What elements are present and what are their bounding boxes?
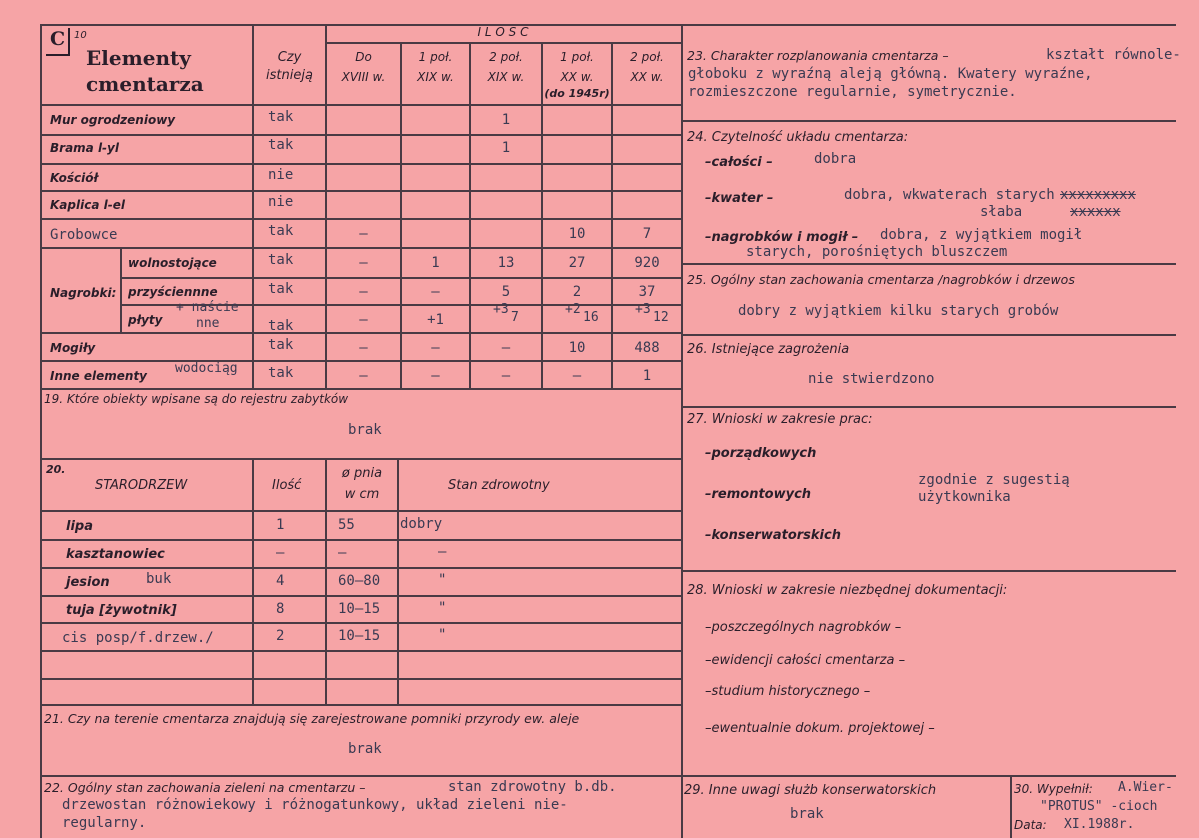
period-header-line-2: XX w. xyxy=(630,70,664,84)
title-line-1: Elementy xyxy=(86,46,191,70)
col-czy-2: istnieją xyxy=(266,68,313,83)
element-count: – xyxy=(359,284,368,300)
s22-value-1: stan zdrowotny b.db. xyxy=(448,779,617,795)
s24-top xyxy=(681,120,1176,122)
row-line xyxy=(40,218,681,220)
element-count: – xyxy=(359,255,368,271)
element-count: – xyxy=(431,340,440,356)
element-label: Mogiły xyxy=(50,341,96,355)
s25-value: dobry z wyjątkiem kilku starych grobów xyxy=(738,303,1059,319)
s20-row-line xyxy=(40,567,681,569)
tree-name: lipa xyxy=(66,519,93,534)
s27-item: –konserwatorskich xyxy=(705,528,841,543)
period-header-line-1: Do xyxy=(355,50,372,64)
element-count: 1 xyxy=(501,112,511,128)
element-count: 7 xyxy=(642,226,652,242)
element-count: +3 xyxy=(635,302,651,317)
element-count: 920 xyxy=(634,255,660,271)
element-count: 16 xyxy=(583,310,599,325)
s28-item: –ewentualnie dokum. projektowej – xyxy=(705,721,935,736)
s27-item: –remontowych xyxy=(705,487,812,502)
period-header-line-1: 2 poł. xyxy=(489,50,523,64)
s29-top xyxy=(681,775,1176,777)
element-exists: tak xyxy=(268,223,294,239)
s27-value-2: użytkownika xyxy=(918,489,1011,505)
s24-kwater-label: –kwater – xyxy=(705,191,774,206)
tree-diameter: 10–15 xyxy=(338,628,381,644)
ilosc-header: I L O S C xyxy=(477,25,529,39)
col-line xyxy=(469,42,471,388)
period-header-line-3: (do 1945r) xyxy=(544,87,610,100)
s20-header-ilosc: Ilość xyxy=(272,478,302,493)
element-count: 2 xyxy=(572,284,582,300)
element-count: +3 xyxy=(493,302,509,317)
s28-label: 28. Wnioski w zakresie niezbędnej dokumentacji: xyxy=(687,583,1008,598)
s20-row-line xyxy=(40,678,681,680)
tree-diameter: 55 xyxy=(338,517,355,533)
element-count: +1 xyxy=(427,312,444,328)
nagrobki-label: Nagrobki: xyxy=(50,286,117,300)
s23-label: 23. Charakter rozplanowania cmentarza – xyxy=(687,48,949,63)
col-line xyxy=(400,42,402,388)
element-exists: tak xyxy=(268,109,294,125)
s24-nagrobkow-value-1: dobra, z wyjątkiem mogił xyxy=(880,227,1083,243)
s20-header-name: STARODRZEW xyxy=(95,478,188,493)
s24-kwater-struck-2: xxxxxx xyxy=(1070,204,1121,220)
element-label: Mur ogrodzeniowy xyxy=(50,113,176,127)
s24-label: 24. Czytelność układu cmentarza: xyxy=(687,130,909,145)
s30-org: "PROTUS" -cioch xyxy=(1040,799,1158,814)
tree-health: " xyxy=(438,600,447,616)
element-note: + naście xyxy=(176,300,239,315)
row-line xyxy=(40,360,681,362)
element-exists: tak xyxy=(268,281,294,297)
s21-value: brak xyxy=(348,741,382,757)
row-line xyxy=(40,190,681,192)
element-label: przyściennne xyxy=(128,285,218,299)
element-exists: tak xyxy=(268,365,294,381)
tree-name: cis posp/f.drzew./ xyxy=(62,630,214,646)
tree-name-correction: buk xyxy=(146,571,172,587)
element-exists: nie xyxy=(268,194,294,210)
center-divider xyxy=(681,24,683,838)
element-label: Kościół xyxy=(50,171,98,185)
element-count: 1 xyxy=(431,255,440,271)
col-czy-1: Czy xyxy=(277,50,302,65)
s27-value-1: zgodnie z sugestią xyxy=(918,472,1070,488)
s27-label: 27. Wnioski w zakresie prac: xyxy=(687,412,873,427)
s22-top xyxy=(40,775,681,777)
s20-header-stan: Stan zdrowotny xyxy=(448,478,550,493)
element-note: nne xyxy=(196,316,220,331)
element-count: 37 xyxy=(638,284,656,300)
tree-health: " xyxy=(438,572,447,588)
s26-top xyxy=(681,334,1176,336)
s26-value: nie stwierdzono xyxy=(808,371,935,387)
element-count: – xyxy=(501,340,511,356)
tree-health: – xyxy=(438,544,447,560)
row-line xyxy=(40,247,681,249)
s30-label: 30. Wypełnił: xyxy=(1014,782,1093,796)
element-count: – xyxy=(359,368,368,384)
tree-count: 8 xyxy=(276,601,285,617)
element-label: płyty xyxy=(128,313,163,327)
s21-label: 21. Czy na terenie cmentarza znajdują się zarejestrowane pomniki przyrody ew. aleje xyxy=(44,711,580,726)
element-exists: tak xyxy=(268,137,294,153)
element-count: – xyxy=(501,368,511,384)
s19-value: brak xyxy=(348,422,382,438)
element-count: +2 xyxy=(565,302,581,317)
tree-diameter: 10–15 xyxy=(338,601,381,617)
s20-col-line xyxy=(252,458,254,704)
s27-item: –porządkowych xyxy=(705,446,817,461)
s24-nagrobkow-value-2: starych, porośniętych bluszczem xyxy=(746,244,1008,260)
s25-label: 25. Ogólny stan zachowania cmentarza /nagrobków i drzewos xyxy=(687,272,1075,287)
s22-value-3: regularny. xyxy=(62,815,147,831)
s23-value-2: głoboku z wyraźną aleją główną. Kwatery wyraźne, xyxy=(688,66,1093,82)
tree-health: dobry xyxy=(400,516,443,532)
tree-count: 1 xyxy=(276,517,285,533)
tree-name: tuja [żywotnik] xyxy=(66,603,177,618)
tree-health: " xyxy=(438,627,447,643)
s22-label: 22. Ogólny stan zachowania zieleni na cmentarzu – xyxy=(44,780,366,795)
s23-value-3: rozmieszczone regularnie, symetrycznie. xyxy=(688,84,1017,100)
tree-count: 4 xyxy=(276,573,285,589)
element-count: 27 xyxy=(568,255,586,271)
element-count: 10 xyxy=(568,226,586,242)
s20-header-pnia-2: w cm xyxy=(344,487,380,502)
s30-name: A.Wier- xyxy=(1118,780,1173,795)
element-note: wodociąg xyxy=(175,361,238,376)
s19-label: 19. Które obiekty wpisane są do rejestru zabytków xyxy=(44,392,349,406)
s20-row-line xyxy=(40,595,681,597)
s24-calosci-value: dobra xyxy=(814,151,857,167)
left-border xyxy=(40,24,42,838)
tree-name: jesion xyxy=(66,575,110,590)
card-number: 10 xyxy=(74,30,87,41)
s28-item: –ewidencji całości cmentarza – xyxy=(705,653,906,668)
period-header-line-2: XIX w. xyxy=(487,70,525,84)
element-exists: tak xyxy=(268,252,294,268)
s20-col-line xyxy=(397,458,399,704)
s20-header-bottom xyxy=(40,510,681,512)
row-line xyxy=(40,388,681,390)
element-label: Grobowce xyxy=(50,227,118,243)
s29-value: brak xyxy=(790,806,824,822)
element-count: 5 xyxy=(501,284,511,300)
s20-no: 20. xyxy=(46,463,66,476)
s20-top xyxy=(40,458,681,460)
s26-label: 26. Istniejące zagrożenia xyxy=(687,342,850,357)
s24-nagrobkow-label: –nagrobków i mogił – xyxy=(705,230,859,245)
s27-top xyxy=(681,406,1176,408)
s20-header-pnia-1: ø pnia xyxy=(341,466,383,481)
s28-item: –studium historycznego – xyxy=(705,684,871,699)
s28-item: –poszczególnych nagrobków – xyxy=(705,620,902,635)
row-line xyxy=(40,134,681,136)
nagrobki-divider xyxy=(120,247,122,332)
s24-kwater-value: dobra, wkwaterach starych xyxy=(844,187,1055,203)
title-line-2: cmentarza xyxy=(86,72,204,96)
s20-bottom xyxy=(40,704,681,706)
s24-kwater-struck-1: xxxxxxxxx xyxy=(1060,187,1136,203)
card-letter: C xyxy=(50,28,66,50)
s28-top xyxy=(681,570,1176,572)
s24-calosci-label: –całości – xyxy=(705,155,773,170)
s22-value-2: drzewostan różnowiekowy i różnogatunkowy, układ zieleni nie- xyxy=(62,797,568,813)
element-exists: nie xyxy=(268,167,294,183)
col-line xyxy=(611,42,613,388)
element-count: 7 xyxy=(511,310,519,325)
row-line xyxy=(40,163,681,165)
header-line xyxy=(40,104,681,106)
s29-label: 29. Inne uwagi służb konserwatorskich xyxy=(684,783,937,798)
s30-data-label: Data: xyxy=(1014,818,1047,832)
s23-value-1: kształt równole- xyxy=(1046,47,1181,63)
s20-row-line xyxy=(40,622,681,624)
element-count: 10 xyxy=(568,340,586,356)
tree-name: kasztanowiec xyxy=(66,547,165,562)
s24-kwater-value-2: słaba xyxy=(980,204,1023,220)
period-header-line-2: XX w. xyxy=(560,70,594,84)
element-exists: tak xyxy=(268,337,294,353)
element-count: – xyxy=(359,312,368,328)
row-line xyxy=(40,332,681,334)
element-count: 12 xyxy=(653,310,669,325)
element-count: 488 xyxy=(634,340,660,356)
element-count: 1 xyxy=(501,140,511,156)
ilosc-underline xyxy=(325,42,681,44)
element-count: 13 xyxy=(497,255,515,271)
element-count: 1 xyxy=(642,368,652,384)
period-header-line-2: XIX w. xyxy=(417,70,454,84)
tree-count: – xyxy=(276,545,285,561)
element-count: – xyxy=(572,368,582,384)
period-header-line-2: XVIII w. xyxy=(341,70,386,84)
element-count: – xyxy=(431,368,440,384)
period-header-line-1: 1 poł. xyxy=(560,50,594,64)
element-label: wolnostojące xyxy=(128,256,217,270)
period-header-line-1: 1 poł. xyxy=(418,50,453,64)
element-count: – xyxy=(359,340,368,356)
element-count: – xyxy=(431,284,440,300)
s30-date: XI.1988r. xyxy=(1064,817,1135,832)
tree-count: 2 xyxy=(276,628,285,644)
element-label: Brama l-yl xyxy=(50,141,119,155)
period-header-line-1: 2 poł. xyxy=(630,50,664,64)
element-exists: tak xyxy=(268,318,294,334)
element-count: – xyxy=(359,226,368,242)
s20-row-line xyxy=(40,539,681,541)
element-label: Kaplica l-el xyxy=(50,198,125,212)
s25-top xyxy=(681,263,1176,265)
element-label: Inne elementy xyxy=(50,369,148,383)
s20-row-line xyxy=(40,650,681,652)
tree-diameter: 60–80 xyxy=(338,573,381,589)
s30-divider xyxy=(1010,775,1012,838)
tree-diameter: – xyxy=(338,545,347,561)
